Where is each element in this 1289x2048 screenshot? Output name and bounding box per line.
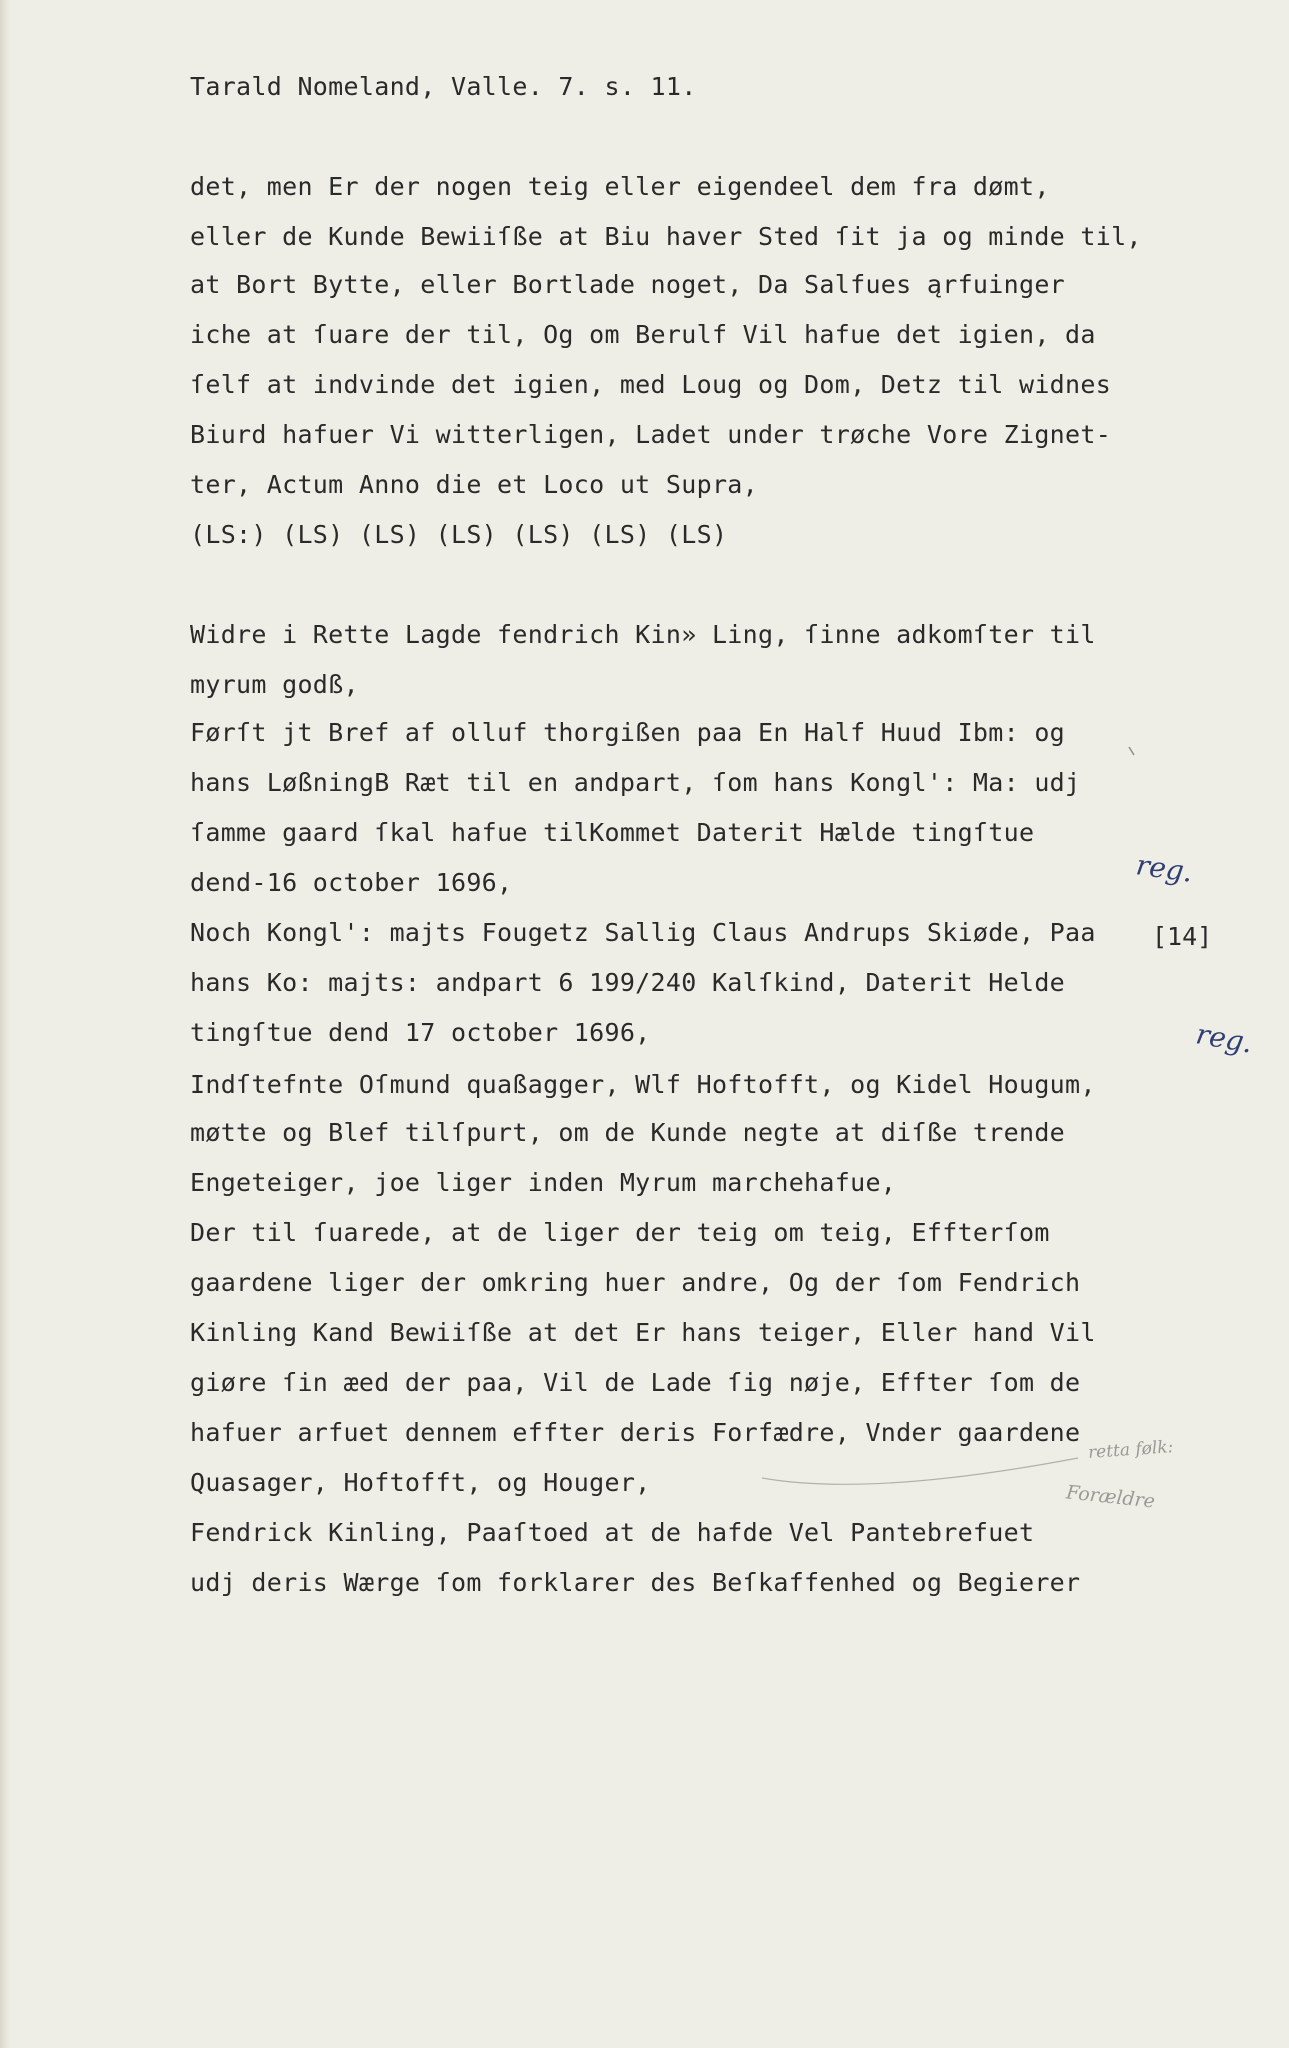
page-reference: [14] <box>1152 922 1213 951</box>
text-line: at Bort Bytte, eller Bortlade noget, Da Salfues ąrfuinger <box>190 270 1066 299</box>
text-line: Førſt jt Bref af olluf thorgißen paa En Half Huud Ibm: og <box>190 718 1066 747</box>
text-line: Kinling Kand Bewiiſße at det Er hans teiger, Eller hand Vil <box>190 1318 1096 1347</box>
text-line: Engeteiger, joe liger inden Myrum marchehafue, <box>190 1168 897 1197</box>
text-line: giøre ſin æed der paa, Vil de Lade ſig nøje, Effter ſom de <box>190 1368 1081 1397</box>
text-line: Quasager, Hoftofft, og Houger, <box>190 1468 651 1497</box>
text-line: Biurd hafuer Vi witterligen, Ladet under trøche Vore Zignet- <box>190 420 1112 449</box>
text-line: møtte og Blef tilſpurt, om de Kunde negte at diſße trende <box>190 1118 1066 1147</box>
text-line: hans Ko: majts: andpart 6 199/240 Kalſkind, Daterit Helde <box>190 968 1066 997</box>
text-line: tingſtue dend 17 october 1696, <box>190 1018 651 1047</box>
margin-note-reg-2: reg. <box>1193 1017 1256 1060</box>
text-line: Widre i Rette Lagde fendrich Kin» Ling, ſinne adkomſter til <box>190 620 1096 649</box>
margin-note-reg-1: reg. <box>1133 848 1195 889</box>
text-line: det, men Er der nogen teig eller eigendeel dem fra dømt, <box>190 172 1050 201</box>
text-line: dend-16 october 1696, <box>190 868 513 897</box>
scan-edge <box>0 0 10 2048</box>
text-line: Noch Kongl': majts Fougetz Sallig Claus Andrups Skiøde, Paa <box>190 918 1096 947</box>
text-line: ſelf at indvinde det igien, med Loug og Dom, Detz til widnes <box>190 370 1112 399</box>
text-line: udj deris Wærge ſom forklarer des Beſkaffenhed og Begierer <box>190 1568 1081 1597</box>
text-line: hafuer arfuet dennem effter deris Forfædre, Vnder gaardene <box>190 1418 1081 1447</box>
text-line: ter, Actum Anno die et Loco ut Supra, <box>190 470 758 499</box>
text-line: iche at ſuare der til, Og om Berulf Vil hafue det igien, da <box>190 320 1096 349</box>
text-line: hans LøßningB Ræt til en andpart, ſom hans Kongl': Ma: udj <box>190 768 1081 797</box>
pencil-note-1: retta følk: <box>1087 1437 1174 1463</box>
margin-tick <box>1128 746 1136 756</box>
text-line: myrum godß, <box>190 670 359 699</box>
pencil-stroke <box>760 1450 1080 1490</box>
text-line: Der til ſuarede, at de liger der teig om teig, Effterſom <box>190 1218 1050 1247</box>
pencil-note-2: Forældre <box>1065 1481 1156 1513</box>
text-line: Indſtefnte Oſmund quaßagger, Wlf Hoftofft, og Kidel Hougum, <box>190 1070 1096 1099</box>
text-line: (LS:) (LS) (LS) (LS) (LS) (LS) (LS) <box>190 520 728 549</box>
text-line: ſamme gaard ſkal hafue tilKommet Daterit Hælde tingſtue <box>190 818 1035 847</box>
text-line: gaardene liger der omkring huer andre, Og der ſom Fendrich <box>190 1268 1081 1297</box>
document-header: Tarald Nomeland, Valle. 7. s. 11. <box>190 72 697 101</box>
text-line: Fendrick Kinling, Paaſtoed at de hafde Vel Pantebrefuet <box>190 1518 1035 1547</box>
text-line: eller de Kunde Bewiiſße at Biu haver Sted ſit ja og minde til, <box>190 222 1142 251</box>
